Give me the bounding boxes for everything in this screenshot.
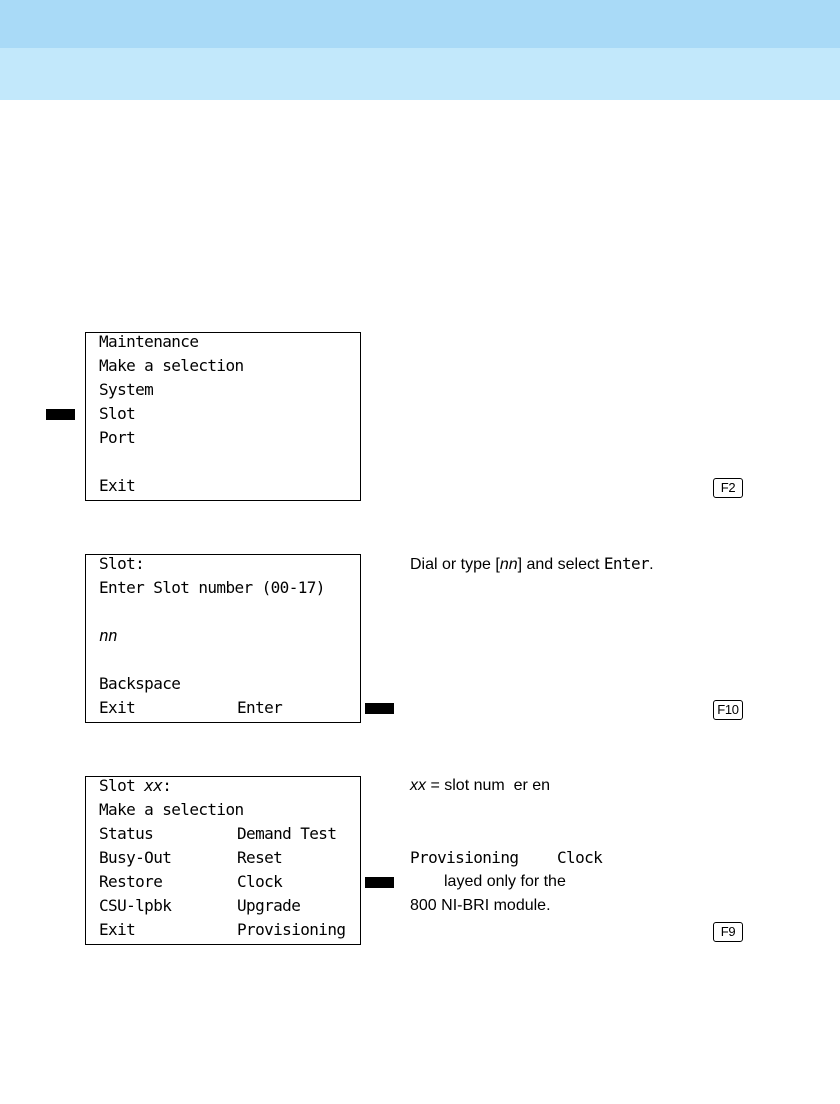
slot-entry-instruction: Dial or type [nn] and select Enter.: [410, 554, 654, 573]
backspace-button[interactable]: Backspace: [99, 674, 181, 693]
slot-entry-screen: [85, 554, 361, 723]
header-band-top: [0, 0, 840, 48]
menu-item-restore[interactable]: Restore: [99, 872, 163, 891]
display-note-line: layed only for the: [444, 873, 566, 890]
slot-menu-screen: [85, 776, 361, 945]
screen-subtitle: Make a selection: [99, 800, 244, 819]
clock-note-label: Clock: [557, 848, 603, 867]
slot-number-input[interactable]: nn: [99, 626, 118, 645]
menu-item-exit[interactable]: Exit: [99, 476, 136, 495]
selection-pointer-icon: [46, 409, 75, 420]
f2-key-icon: F2: [713, 478, 743, 498]
maintenance-menu-screen: [85, 332, 361, 501]
selection-pointer-icon: [365, 877, 394, 888]
provisioning-note-label: Provisioning: [410, 848, 519, 867]
menu-item-clock[interactable]: Clock: [237, 872, 283, 891]
menu-item-status[interactable]: Status: [99, 824, 154, 843]
selection-pointer-icon: [365, 703, 394, 714]
screen-title: Slot:: [99, 554, 145, 573]
f9-key-icon: F9: [713, 922, 743, 942]
screen-title: Maintenance: [99, 332, 199, 351]
menu-item-exit[interactable]: Exit: [99, 920, 136, 939]
slot-number-note: xx = slot num er en: [410, 777, 551, 794]
module-note-line: 800 NI-BRI module.: [410, 897, 551, 914]
slot-prompt: Enter Slot number (00-17): [99, 578, 325, 597]
menu-item-system[interactable]: System: [99, 380, 154, 399]
menu-item-busy-out[interactable]: Busy-Out: [99, 848, 172, 867]
f10-key-icon: F10: [713, 700, 743, 720]
screen-title: Slot xx:: [99, 776, 172, 795]
exit-button[interactable]: Exit: [99, 698, 136, 717]
screen-subtitle: Make a selection: [99, 356, 244, 375]
menu-item-upgrade[interactable]: Upgrade: [237, 896, 301, 915]
menu-item-demand-test[interactable]: Demand Test: [237, 824, 337, 843]
menu-item-slot[interactable]: Slot: [99, 404, 136, 423]
menu-item-reset[interactable]: Reset: [237, 848, 283, 867]
menu-item-csu-lpbk[interactable]: CSU-lpbk: [99, 896, 172, 915]
menu-item-port[interactable]: Port: [99, 428, 136, 447]
enter-button[interactable]: Enter: [237, 698, 283, 717]
menu-item-provisioning[interactable]: Provisioning: [237, 920, 346, 939]
header-band-bottom: [0, 48, 840, 100]
